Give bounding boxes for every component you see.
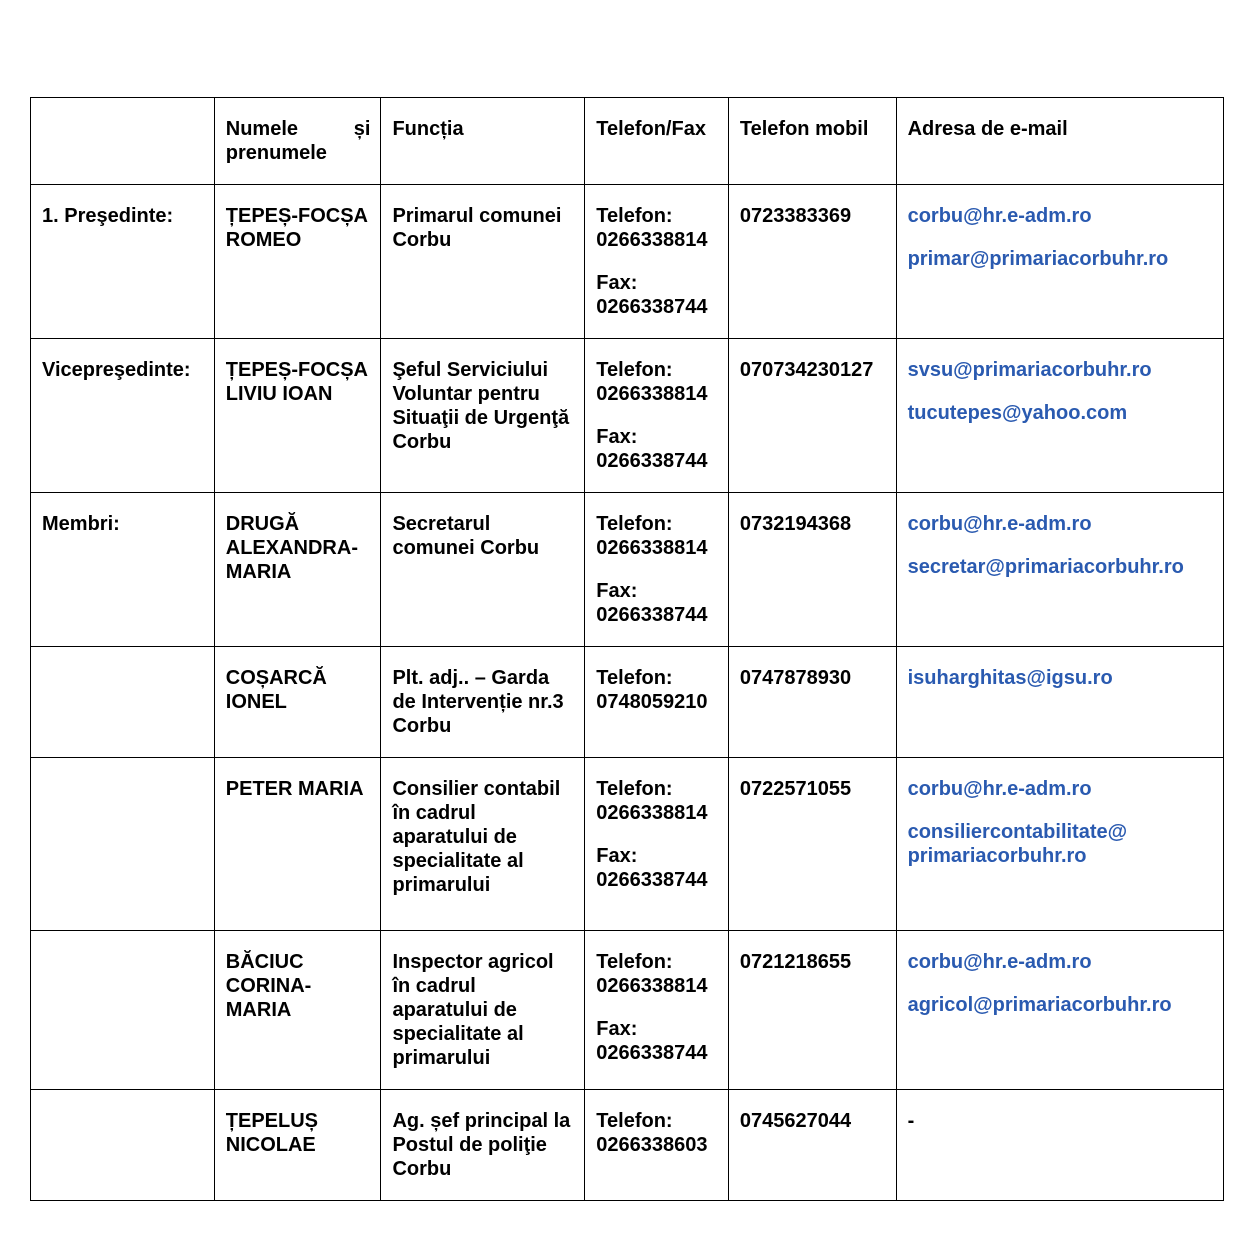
fax-label: Fax:: [596, 845, 638, 867]
mobile-cell: 0721218655: [728, 931, 896, 1090]
role-cell: 1. Preşedinte:: [31, 185, 215, 339]
phone-label: Telefon:: [596, 951, 673, 973]
header-phone-fax-cell: Telefon/Fax: [585, 98, 729, 185]
role-cell: Membri:: [31, 493, 215, 647]
email-cell: [896, 647, 1223, 758]
email-link[interactable]: agricol@primariacorbuhr.ro: [907, 994, 1172, 1016]
header-name-word2: și: [353, 118, 371, 140]
name-cell: ȚEPEȘ-FOCȘA ROMEO: [214, 185, 381, 339]
committee-table: [30, 97, 1224, 1201]
email-cell: [896, 493, 1223, 647]
fax-number: 0266338744: [596, 869, 708, 891]
function-cell: Secretarul comunei Corbu: [381, 493, 585, 647]
table-body: [31, 185, 1224, 1201]
header-name-cell: [214, 98, 381, 185]
function-cell: Ag. șef principal la Postul de poliţie Corbu: [381, 1090, 585, 1201]
name-cell: BĂCIUC CORINA-MARIA: [214, 931, 381, 1090]
name-cell: PETER MARIA: [214, 758, 381, 931]
mobile-cell: 070734230127: [728, 339, 896, 493]
header-name-line2: prenumele: [225, 142, 327, 164]
header-function-cell: Funcția: [381, 98, 585, 185]
header-name-line1: [226, 117, 371, 141]
phone-fax-cell: [585, 931, 729, 1090]
table-row: [31, 758, 1224, 931]
function-cell: Primarul comunei Corbu: [381, 185, 585, 339]
phone-fax-cell: [585, 1090, 729, 1201]
table-row: [31, 493, 1224, 647]
fax-number: 0266338744: [596, 450, 708, 472]
phone-label: Telefon:: [596, 359, 673, 381]
name-cell: DRUGĂ ALEXANDRA-MARIA: [214, 493, 381, 647]
phone-number: 0266338814: [596, 229, 708, 251]
phone-label: Telefon:: [596, 205, 673, 227]
mobile-cell: 0745627044: [728, 1090, 896, 1201]
mobile-cell: 0747878930: [728, 647, 896, 758]
email-link[interactable]: isuharghitas@igsu.ro: [907, 667, 1113, 689]
function-cell: Plt. adj.. – Garda de Intervenție nr.3 Corbu: [381, 647, 585, 758]
table-row: [31, 1090, 1224, 1201]
function-cell: Consilier contabil în cadrul aparatului de specialitate al primarului: [381, 758, 585, 931]
fax-label: Fax:: [596, 272, 638, 294]
fax-label: Fax:: [596, 580, 638, 602]
table-row: [31, 339, 1224, 493]
phone-fax-cell: [585, 647, 729, 758]
phone-number: 0748059210: [596, 691, 708, 713]
header-email-cell: Adresa de e-mail: [896, 98, 1223, 185]
fax-label: Fax:: [596, 1018, 638, 1040]
role-cell: [31, 758, 215, 931]
fax-number: 0266338744: [596, 1042, 708, 1064]
name-cell: COȘARCĂ IONEL: [214, 647, 381, 758]
phone-number: 0266338814: [596, 383, 708, 405]
mobile-cell: 0722571055: [728, 758, 896, 931]
phone-fax-cell: [585, 758, 729, 931]
email-empty: -: [907, 1110, 915, 1132]
email-link[interactable]: corbu@hr.e-adm.ro: [907, 513, 1092, 535]
role-cell: [31, 1090, 215, 1201]
email-link[interactable]: primar@primariacorbuhr.ro: [907, 248, 1169, 270]
header-role-cell: [31, 98, 215, 185]
fax-number: 0266338744: [596, 604, 708, 626]
function-cell: Inspector agricol în cadrul aparatului de specialitate al primarului: [381, 931, 585, 1090]
phone-number: 0266338814: [596, 802, 708, 824]
email-link[interactable]: secretar@primariacorbuhr.ro: [907, 556, 1184, 578]
role-cell: [31, 931, 215, 1090]
table-row: [31, 931, 1224, 1090]
header-mobile-cell: Telefon mobil: [728, 98, 896, 185]
phone-fax-cell: [585, 339, 729, 493]
table-header-row: [31, 98, 1224, 185]
phone-number: 0266338814: [596, 975, 708, 997]
phone-label: Telefon:: [596, 667, 673, 689]
phone-fax-cell: [585, 493, 729, 647]
mobile-cell: 0732194368: [728, 493, 896, 647]
phone-label: Telefon:: [596, 513, 673, 535]
fax-label: Fax:: [596, 426, 638, 448]
phone-number: 0266338603: [596, 1134, 708, 1156]
email-cell: [896, 758, 1223, 931]
email-link[interactable]: svsu@primariacorbuhr.ro: [907, 359, 1152, 381]
email-cell: [896, 1090, 1223, 1201]
name-cell: ȚEPEȘ-FOCȘA LIVIU IOAN: [214, 339, 381, 493]
fax-number: 0266338744: [596, 296, 708, 318]
email-link[interactable]: tucutepes@yahoo.com: [907, 402, 1128, 424]
email-link[interactable]: corbu@hr.e-adm.ro: [907, 951, 1092, 973]
role-cell: [31, 647, 215, 758]
phone-fax-cell: [585, 185, 729, 339]
email-cell: [896, 931, 1223, 1090]
function-cell: Şeful Serviciului Voluntar pentru Situaţii de Urgenţă Corbu: [381, 339, 585, 493]
phone-number: 0266338814: [596, 537, 708, 559]
email-link[interactable]: consiliercontabilitate@ primariacorbuhr.ro: [907, 821, 1128, 867]
header-name-word1: Numele: [225, 118, 299, 140]
email-link[interactable]: corbu@hr.e-adm.ro: [907, 205, 1092, 227]
email-cell: [896, 185, 1223, 339]
phone-label: Telefon:: [596, 778, 673, 800]
table-row: [31, 185, 1224, 339]
mobile-cell: 0723383369: [728, 185, 896, 339]
table-row: [31, 647, 1224, 758]
name-cell: ȚEPELUȘ NICOLAE: [214, 1090, 381, 1201]
role-cell: Vicepreşedinte:: [31, 339, 215, 493]
email-link[interactable]: corbu@hr.e-adm.ro: [907, 778, 1092, 800]
phone-label: Telefon:: [596, 1110, 673, 1132]
email-cell: [896, 339, 1223, 493]
